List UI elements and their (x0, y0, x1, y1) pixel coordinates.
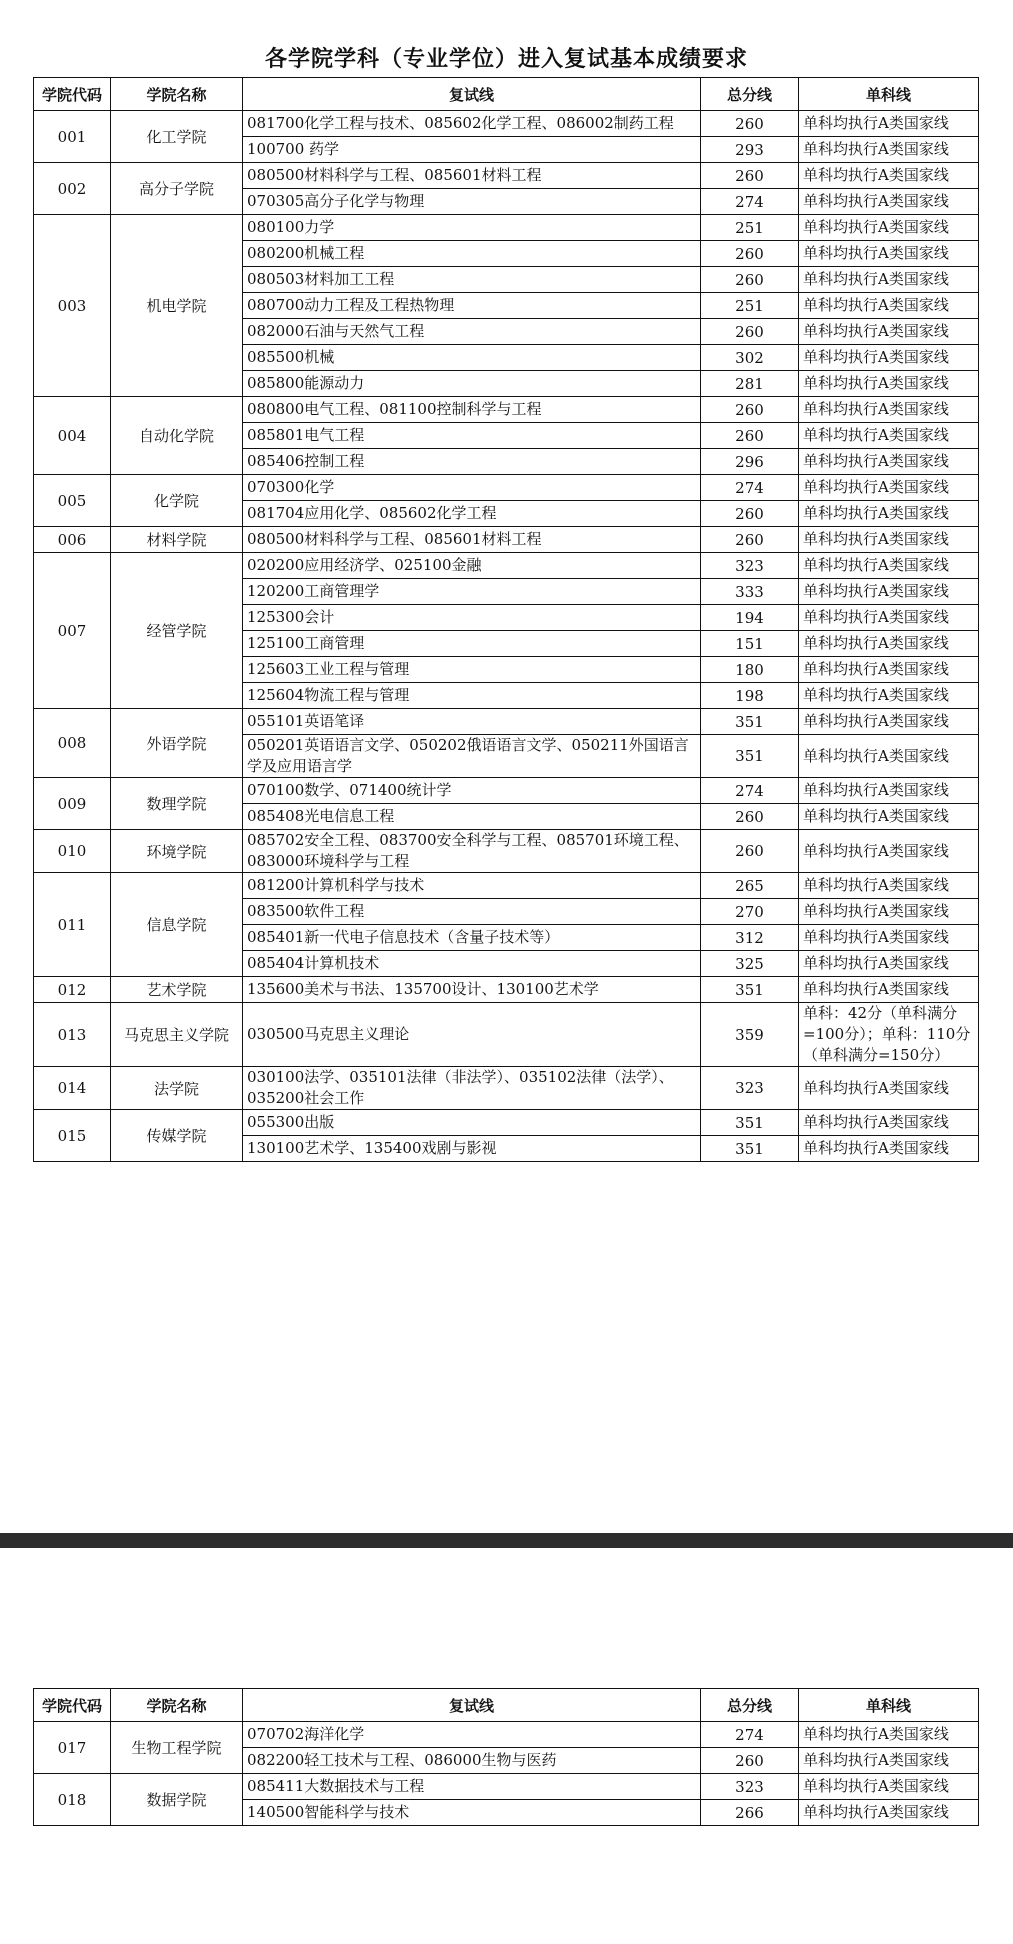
major-cell: 140500智能科学与技术 (243, 1800, 701, 1826)
major-cell: 085801电气工程 (243, 423, 701, 449)
college-name: 自动化学院 (111, 397, 243, 475)
total-score-cell: 198 (701, 683, 799, 709)
college-name: 数理学院 (111, 778, 243, 830)
major-cell: 100700 药学 (243, 137, 701, 163)
total-score-cell: 151 (701, 631, 799, 657)
single-subject-cell: 单科均执行A类国家线 (799, 111, 979, 137)
total-score-cell: 325 (701, 951, 799, 977)
major-cell: 125100工商管理 (243, 631, 701, 657)
single-subject-cell: 单科均执行A类国家线 (799, 977, 979, 1003)
table-row (34, 527, 979, 553)
college-name: 生物工程学院 (111, 1722, 243, 1774)
college-name: 高分子学院 (111, 163, 243, 215)
single-subject-cell: 单科均执行A类国家线 (799, 267, 979, 293)
college-name: 材料学院 (111, 527, 243, 553)
major-cell: 125603工业工程与管理 (243, 657, 701, 683)
total-score-cell: 351 (701, 735, 799, 778)
table-row (34, 709, 979, 735)
total-score-cell: 323 (701, 553, 799, 579)
single-subject-cell: 单科均执行A类国家线 (799, 475, 979, 501)
major-cell: 083500软件工程 (243, 899, 701, 925)
college-name: 机电学院 (111, 215, 243, 397)
total-score-cell: 312 (701, 925, 799, 951)
single-subject-cell: 单科均执行A类国家线 (799, 527, 979, 553)
page-divider (0, 1533, 1013, 1548)
college-code: 007 (34, 553, 111, 709)
total-score-cell: 296 (701, 449, 799, 475)
single-subject-cell: 单科均执行A类国家线 (799, 1067, 979, 1110)
college-name: 艺术学院 (111, 977, 243, 1003)
major-cell: 081200计算机科学与技术 (243, 873, 701, 899)
total-score-cell: 260 (701, 423, 799, 449)
major-cell: 125300会计 (243, 605, 701, 631)
college-name: 化学院 (111, 475, 243, 527)
single-subject-cell: 单科均执行A类国家线 (799, 1800, 979, 1826)
college-name: 法学院 (111, 1067, 243, 1110)
single-subject-cell: 单科均执行A类国家线 (799, 397, 979, 423)
college-name: 经管学院 (111, 553, 243, 709)
score-table-1 (33, 77, 979, 1162)
major-cell: 085411大数据技术与工程 (243, 1774, 701, 1800)
major-cell: 030500马克思主义理论 (243, 1003, 701, 1067)
header-single-line: 单科线 (799, 1689, 979, 1722)
single-subject-cell: 单科均执行A类国家线 (799, 735, 979, 778)
college-name: 环境学院 (111, 830, 243, 873)
college-code: 002 (34, 163, 111, 215)
major-cell: 080800电气工程、081100控制科学与工程 (243, 397, 701, 423)
table-row (34, 1003, 979, 1067)
total-score-cell: 323 (701, 1774, 799, 1800)
major-cell: 085408光电信息工程 (243, 804, 701, 830)
college-code: 010 (34, 830, 111, 873)
total-score-cell: 265 (701, 873, 799, 899)
table-row (34, 1067, 979, 1110)
single-subject-cell: 单科均执行A类国家线 (799, 579, 979, 605)
college-code: 001 (34, 111, 111, 163)
major-cell: 080500材料科学与工程、085601材料工程 (243, 527, 701, 553)
major-cell: 080100力学 (243, 215, 701, 241)
total-score-cell: 274 (701, 475, 799, 501)
table-row (34, 1110, 979, 1136)
major-cell: 070305高分子化学与物理 (243, 189, 701, 215)
major-cell: 085401新一代电子信息技术（含量子技术等） (243, 925, 701, 951)
major-cell: 020200应用经济学、025100金融 (243, 553, 701, 579)
total-score-cell: 194 (701, 605, 799, 631)
page-title: 各学院学科（专业学位）进入复试基本成绩要求 (264, 47, 748, 72)
college-name: 信息学院 (111, 873, 243, 977)
total-score-cell: 351 (701, 1136, 799, 1162)
single-subject-cell: 单科均执行A类国家线 (799, 1136, 979, 1162)
total-score-cell: 260 (701, 804, 799, 830)
single-subject-cell: 单科均执行A类国家线 (799, 1722, 979, 1748)
college-code: 005 (34, 475, 111, 527)
college-name: 传媒学院 (111, 1110, 243, 1162)
single-subject-cell: 单科均执行A类国家线 (799, 319, 979, 345)
table-row (34, 163, 979, 189)
major-cell: 085500机械 (243, 345, 701, 371)
major-cell: 081700化学工程与技术、085602化学工程、086002制药工程 (243, 111, 701, 137)
table-body-1 (34, 111, 979, 1162)
college-code: 003 (34, 215, 111, 397)
total-score-cell: 260 (701, 527, 799, 553)
major-cell: 080200机械工程 (243, 241, 701, 267)
table-header-row (34, 78, 979, 111)
table-row (34, 778, 979, 804)
single-subject-cell: 单科均执行A类国家线 (799, 873, 979, 899)
table-row (34, 977, 979, 1003)
major-cell: 070100数学、071400统计学 (243, 778, 701, 804)
total-score-cell: 260 (701, 111, 799, 137)
header-college-code: 学院代码 (34, 1689, 111, 1722)
major-cell: 135600美术与书法、135700设计、130100艺术学 (243, 977, 701, 1003)
single-subject-cell: 单科均执行A类国家线 (799, 830, 979, 873)
single-subject-cell: 单科均执行A类国家线 (799, 501, 979, 527)
single-subject-cell: 单科均执行A类国家线 (799, 631, 979, 657)
total-score-cell: 302 (701, 345, 799, 371)
total-score-cell: 274 (701, 1722, 799, 1748)
header-college-name: 学院名称 (111, 78, 243, 111)
single-subject-cell: 单科均执行A类国家线 (799, 449, 979, 475)
total-score-cell: 180 (701, 657, 799, 683)
header-college-name: 学院名称 (111, 1689, 243, 1722)
score-table-2 (33, 1688, 979, 1826)
college-code: 008 (34, 709, 111, 778)
single-subject-cell: 单科均执行A类国家线 (799, 1748, 979, 1774)
table-row (34, 111, 979, 137)
single-subject-cell: 单科均执行A类国家线 (799, 951, 979, 977)
total-score-cell: 293 (701, 137, 799, 163)
major-cell: 080500材料科学与工程、085601材料工程 (243, 163, 701, 189)
single-subject-cell: 单科均执行A类国家线 (799, 709, 979, 735)
total-score-cell: 260 (701, 267, 799, 293)
college-code: 006 (34, 527, 111, 553)
college-code: 012 (34, 977, 111, 1003)
table-header-row (34, 1689, 979, 1722)
major-cell: 030100法学、035101法律（非法学）、035102法律（法学）、035200社会工作 (243, 1067, 701, 1110)
major-cell: 070300化学 (243, 475, 701, 501)
single-subject-cell: 单科均执行A类国家线 (799, 1110, 979, 1136)
major-cell: 085404计算机技术 (243, 951, 701, 977)
major-cell: 070702海洋化学 (243, 1722, 701, 1748)
total-score-cell: 351 (701, 1110, 799, 1136)
total-score-cell: 251 (701, 293, 799, 319)
table-row (34, 553, 979, 579)
major-cell: 085702安全工程、083700安全科学与工程、085701环境工程、083000环境科学与工程 (243, 830, 701, 873)
single-subject-cell: 单科均执行A类国家线 (799, 371, 979, 397)
major-cell: 085800能源动力 (243, 371, 701, 397)
single-subject-cell: 单科均执行A类国家线 (799, 137, 979, 163)
header-total-line: 总分线 (701, 1689, 799, 1722)
college-name: 外语学院 (111, 709, 243, 778)
single-subject-cell: 单科均执行A类国家线 (799, 683, 979, 709)
total-score-cell: 351 (701, 977, 799, 1003)
single-subject-cell: 单科均执行A类国家线 (799, 553, 979, 579)
total-score-cell: 281 (701, 371, 799, 397)
table-row (34, 1774, 979, 1800)
single-subject-cell: 单科均执行A类国家线 (799, 293, 979, 319)
total-score-cell: 260 (701, 163, 799, 189)
single-subject-cell: 单科均执行A类国家线 (799, 215, 979, 241)
total-score-cell: 260 (701, 319, 799, 345)
table-row (34, 1722, 979, 1748)
college-code: 015 (34, 1110, 111, 1162)
single-subject-cell: 单科均执行A类国家线 (799, 605, 979, 631)
table-row (34, 475, 979, 501)
total-score-cell: 260 (701, 397, 799, 423)
major-cell: 050201英语语言文学、050202俄语语言文学、050211外国语言学及应用语言学 (243, 735, 701, 778)
major-cell: 082000石油与天然气工程 (243, 319, 701, 345)
single-subject-cell: 单科均执行A类国家线 (799, 189, 979, 215)
major-cell: 130100艺术学、135400戏剧与影视 (243, 1136, 701, 1162)
total-score-cell: 260 (701, 501, 799, 527)
table-row (34, 873, 979, 899)
major-cell: 055101英语笔译 (243, 709, 701, 735)
major-cell: 082200轻工技术与工程、086000生物与医药 (243, 1748, 701, 1774)
single-subject-cell: 单科均执行A类国家线 (799, 1774, 979, 1800)
total-score-cell: 351 (701, 709, 799, 735)
total-score-cell: 274 (701, 189, 799, 215)
total-score-cell: 260 (701, 1748, 799, 1774)
single-subject-cell: 单科均执行A类国家线 (799, 345, 979, 371)
college-code: 014 (34, 1067, 111, 1110)
major-cell: 055300出版 (243, 1110, 701, 1136)
total-score-cell: 274 (701, 778, 799, 804)
college-name: 马克思主义学院 (111, 1003, 243, 1067)
major-cell: 081704应用化学、085602化学工程 (243, 501, 701, 527)
college-code: 013 (34, 1003, 111, 1067)
total-score-cell: 359 (701, 1003, 799, 1067)
total-score-cell: 251 (701, 215, 799, 241)
college-name: 化工学院 (111, 111, 243, 163)
college-code: 009 (34, 778, 111, 830)
single-subject-cell: 单科均执行A类国家线 (799, 778, 979, 804)
major-cell: 120200工商管理学 (243, 579, 701, 605)
single-subject-cell: 单科均执行A类国家线 (799, 804, 979, 830)
major-cell: 085406控制工程 (243, 449, 701, 475)
single-subject-cell: 单科均执行A类国家线 (799, 423, 979, 449)
total-score-cell: 266 (701, 1800, 799, 1826)
major-cell: 080503材料加工工程 (243, 267, 701, 293)
single-subject-cell: 单科均执行A类国家线 (799, 925, 979, 951)
table-row (34, 830, 979, 873)
table-row (34, 215, 979, 241)
single-subject-cell: 单科：42分（单科满分=100分）；单科：110分（单科满分=150分） (799, 1003, 979, 1067)
single-subject-cell: 单科均执行A类国家线 (799, 163, 979, 189)
major-cell: 125604物流工程与管理 (243, 683, 701, 709)
total-score-cell: 323 (701, 1067, 799, 1110)
total-score-cell: 260 (701, 241, 799, 267)
college-code: 004 (34, 397, 111, 475)
table-row (34, 397, 979, 423)
college-code: 018 (34, 1774, 111, 1826)
header-single-line: 单科线 (799, 78, 979, 111)
header-total-line: 总分线 (701, 78, 799, 111)
single-subject-cell: 单科均执行A类国家线 (799, 241, 979, 267)
major-cell: 080700动力工程及工程热物理 (243, 293, 701, 319)
header-college-code: 学院代码 (34, 78, 111, 111)
single-subject-cell: 单科均执行A类国家线 (799, 899, 979, 925)
college-code: 017 (34, 1722, 111, 1774)
total-score-cell: 333 (701, 579, 799, 605)
college-code: 011 (34, 873, 111, 977)
college-name: 数据学院 (111, 1774, 243, 1826)
total-score-cell: 270 (701, 899, 799, 925)
header-retest-line: 复试线 (243, 78, 701, 111)
header-retest-line: 复试线 (243, 1689, 701, 1722)
single-subject-cell: 单科均执行A类国家线 (799, 657, 979, 683)
table-body-2 (34, 1722, 979, 1826)
total-score-cell: 260 (701, 830, 799, 873)
